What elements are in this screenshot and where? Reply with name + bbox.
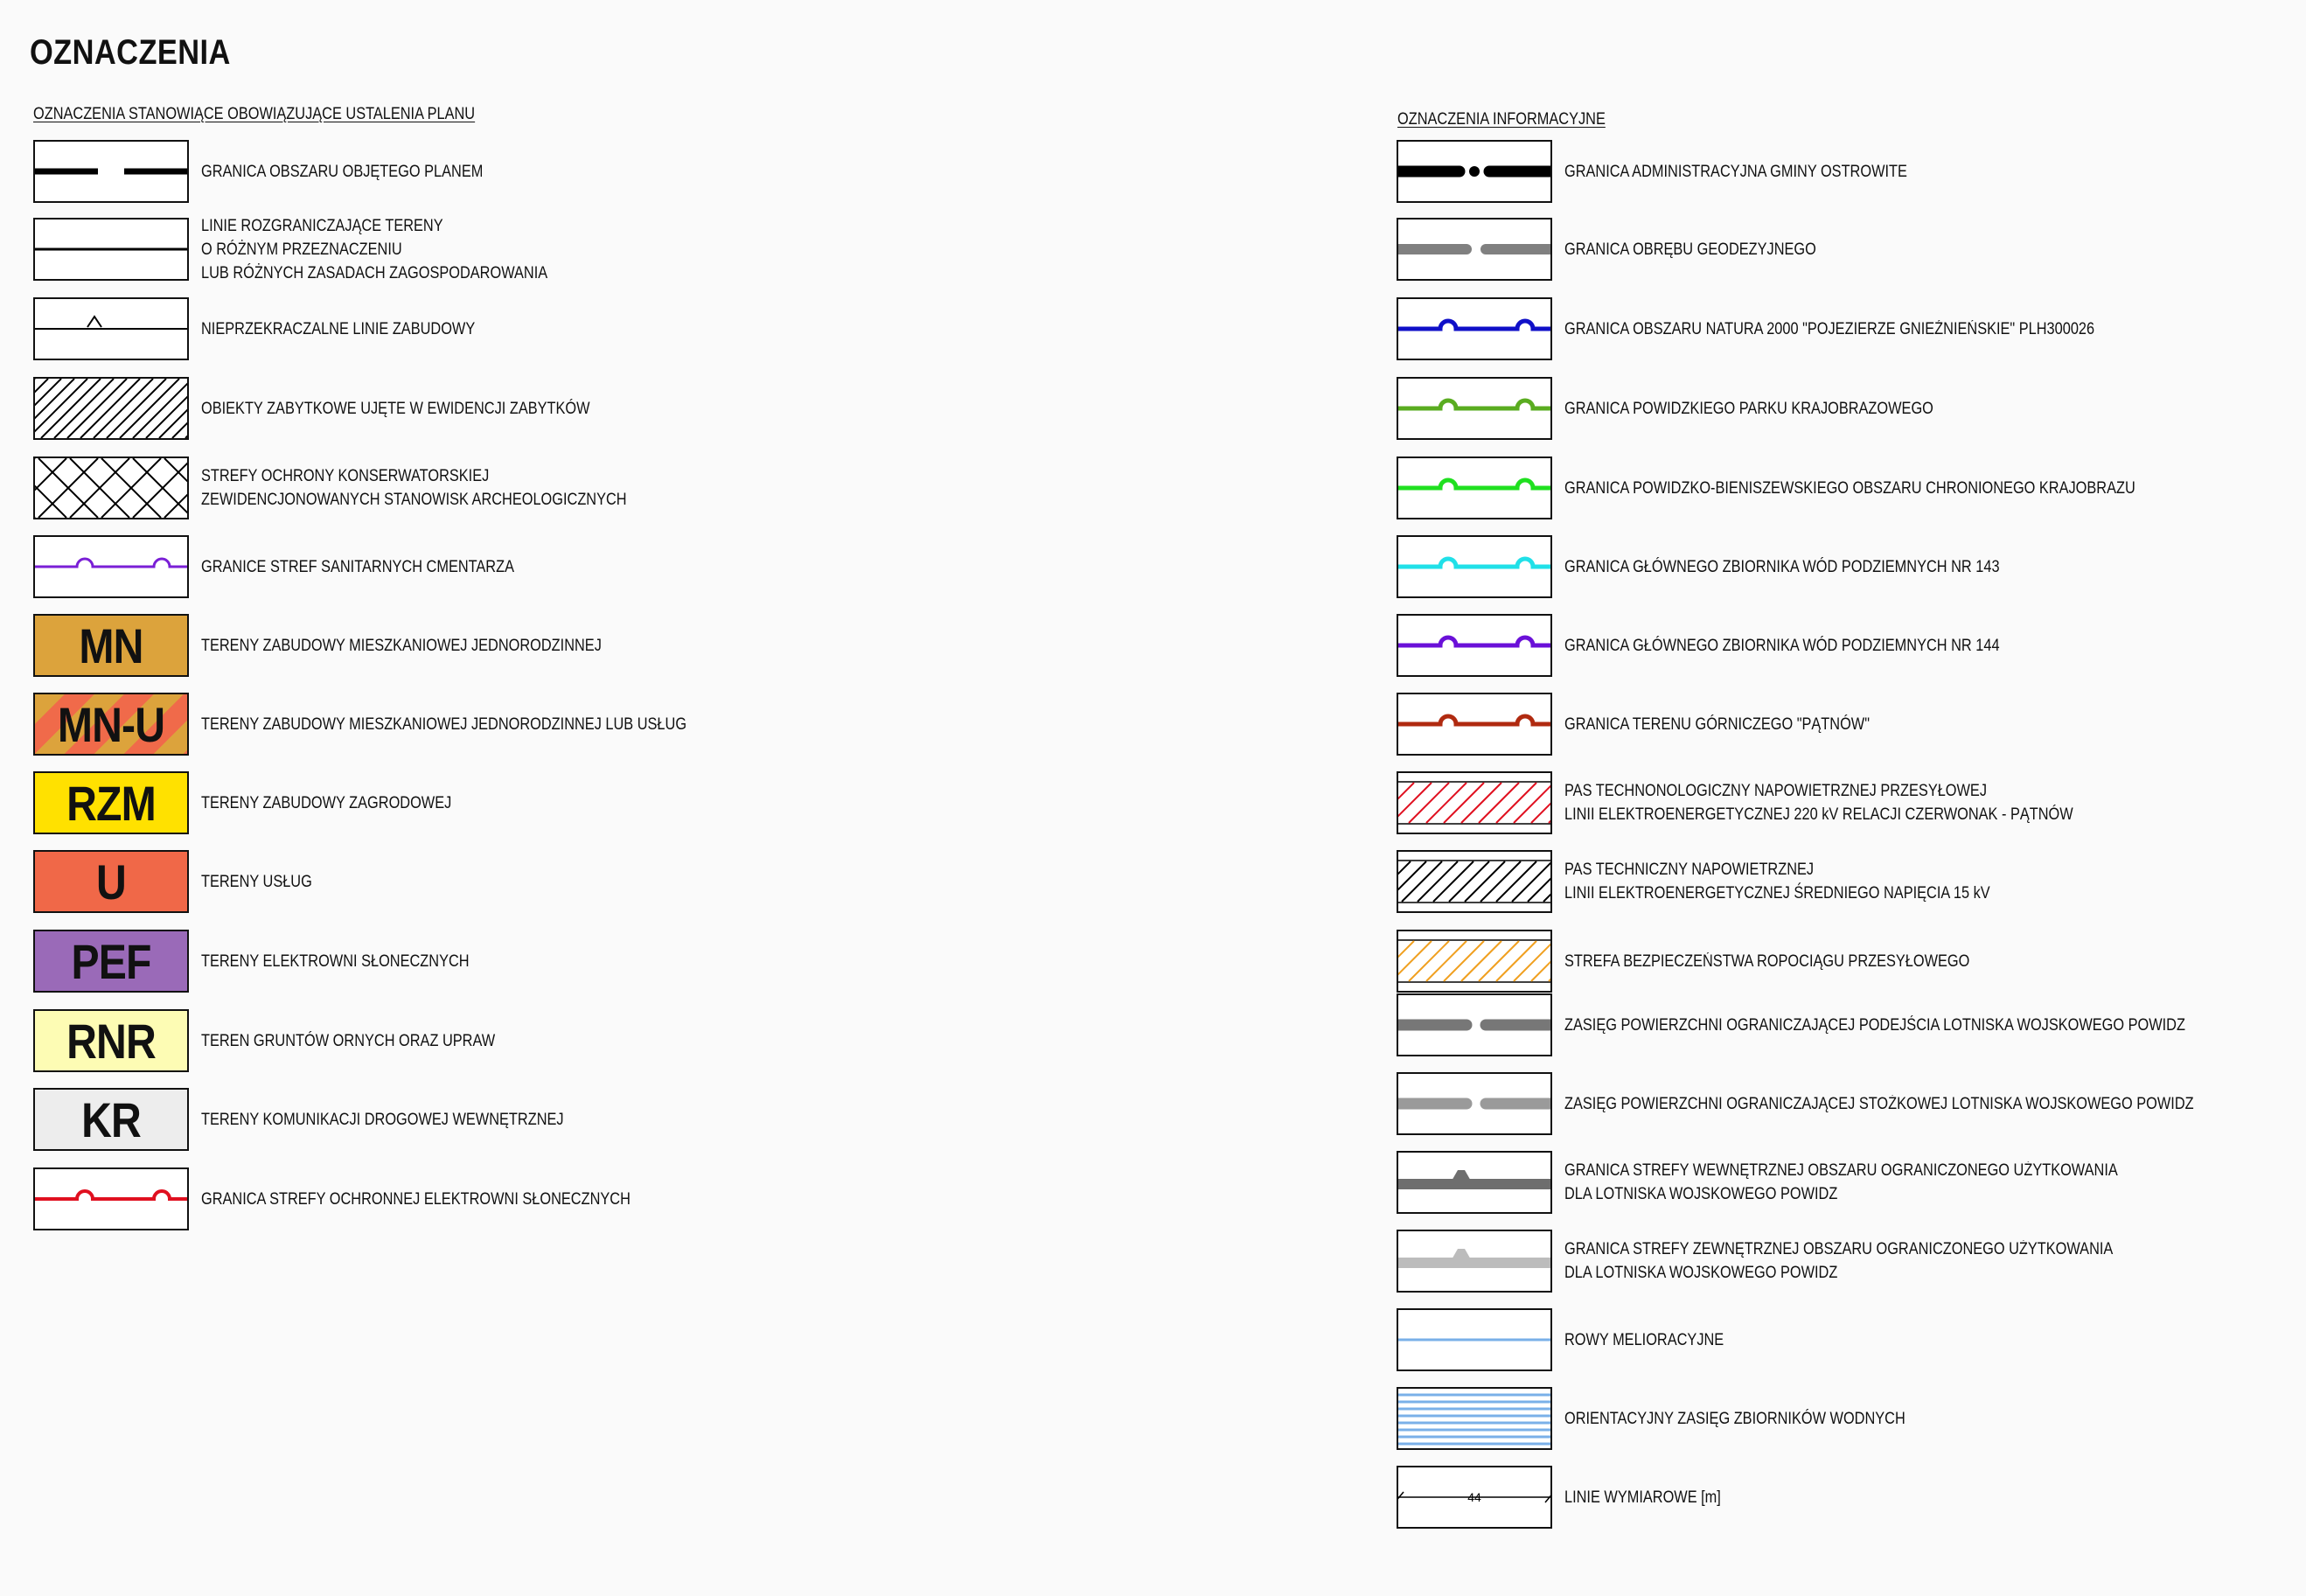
legend-label-line: GRANICA POWIDZKIEGO PARKU KRAJOBRAZOWEGO	[1564, 399, 1933, 418]
legend-label-line: GRANICA POWIDZKO-BIENISZEWSKIEGO OBSZARU CHRONIONEGO KRAJOBRAZU	[1564, 478, 2135, 498]
legend-title: OZNACZENIA	[30, 33, 231, 72]
legend-label-line: TERENY ZABUDOWY MIESZKANIOWEJ JEDNORODZINNEJ LUB USŁUG	[201, 714, 687, 734]
legend-label-line: LINII ELEKTROENERGETYCZNEJ ŚREDNIEGO NAPIĘCIA 15 kV	[1564, 884, 1990, 903]
legend-symbol-dash-dot-bold	[1397, 140, 1552, 203]
legend-label	[1564, 1387, 1905, 1450]
legend-label-line: LINIE ROZGRANICZAJĄCE TERENY	[201, 216, 443, 235]
legend-label-line: TERENY ZABUDOWY MIESZKANIOWEJ JEDNORODZINNEJ	[201, 636, 602, 655]
legend-label-line: GRANICA OBSZARU NATURA 2000 "POJEZIERZE GNIEŹNIEŃSKIE" PLH300026	[1564, 319, 2095, 338]
legend-label	[1564, 850, 1990, 913]
legend-symbol-bump-cyan	[1397, 535, 1552, 598]
legend-label-line: DLA LOTNISKA WOJSKOWEGO POWIDZ	[1564, 1185, 1838, 1203]
legend-symbol-bump-bright-green	[1397, 456, 1552, 519]
legend-label	[1564, 456, 2135, 519]
legend-label	[201, 456, 627, 519]
legend-label-line: DLA LOTNISKA WOJSKOWEGO POWIDZ	[1564, 1264, 1838, 1282]
legend-label	[201, 1167, 630, 1230]
legend-label-line: O RÓŻNYM PRZEZNACZENIU	[201, 240, 402, 259]
legend-symbol-zone-kr	[33, 1088, 189, 1151]
legend-label	[1564, 535, 2000, 598]
legend-label-line: TERENY KOMUNIKACJI DROGOWEJ WEWNĘTRZNEJ	[201, 1110, 564, 1129]
legend-label-line: GRANICA STREFY WEWNĘTRZNEJ OBSZARU OGRANICZONEGO UŻYTKOWANIA	[1564, 1161, 2118, 1180]
legend-label	[1564, 1308, 1724, 1371]
legend-label-line: PAS TECHNICZNY NAPOWIETRZNEJ	[1564, 861, 1815, 879]
legend-symbol-solid-line	[33, 218, 189, 281]
legend-symbol-blue-stripes	[1397, 1387, 1552, 1450]
legend-label-line: TERENY USŁUG	[201, 872, 312, 891]
legend-label	[1564, 1151, 2118, 1214]
legend-label	[1564, 993, 2185, 1056]
legend-label-line: STREFA BEZPIECZEŃSTWA ROPOCIĄGU PRZESYŁOWEGO	[1564, 951, 1970, 971]
legend-label	[1564, 1466, 1721, 1529]
legend-label-line: OBIEKTY ZABYTKOWE UJĘTE W EWIDENCJI ZABYTKÓW	[201, 399, 590, 418]
legend-symbol-zone-mn	[33, 614, 189, 677]
legend-label-line: GRANICA GŁÓWNEGO ZBIORNIKA WÓD PODZIEMNYCH NR 143	[1564, 557, 2000, 576]
legend-label	[201, 1088, 564, 1151]
legend-symbol-zone-mn-u	[33, 693, 189, 756]
legend-label-line: ZASIĘG POWIERZCHNI OGRANICZAJĄCEJ PODEJŚCIA LOTNISKA WOJSKOWEGO POWIDZ	[1564, 1015, 2185, 1035]
legend-label	[1564, 693, 1870, 756]
legend-label	[201, 140, 483, 203]
legend-label-line: LINII ELEKTROENERGETYCZNEJ 220 kV RELACJI CZERWONAK - PĄTNÓW	[1564, 805, 2073, 824]
legend-symbol-zone-rzm	[33, 771, 189, 834]
legend-label-line: ZASIĘG POWIERZCHNI OGRANICZAJĄCEJ STOŻKOWEJ LOTNISKA WOJSKOWEGO POWIDZ	[1564, 1094, 2194, 1113]
right-section-heading: OZNACZENIA INFORMACYJNE	[1397, 110, 1606, 129]
legend-label	[1564, 1072, 2194, 1135]
legend-symbol-zone-rnr	[33, 1009, 189, 1072]
legend-symbol-bump-blue	[1397, 297, 1552, 360]
legend-label	[201, 297, 475, 360]
legend-label	[201, 614, 602, 677]
legend-label-line: ZEWIDENCJONOWANYCH STANOWISK ARCHEOLOGICZNYCH	[201, 491, 627, 509]
legend-label-line: GRANICA STREFY ZEWNĘTRZNEJ OBSZARU OGRANICZONEGO UŻYTKOWANIA	[1564, 1240, 2114, 1258]
legend-label-line: LUB RÓŻNYCH ZASADACH ZAGOSPODAROWANIA	[201, 263, 548, 282]
legend-symbol-dashed-gray	[1397, 218, 1552, 281]
legend-symbol-bump-violet	[1397, 614, 1552, 677]
legend-label	[1564, 930, 1969, 993]
legend-symbol-zone-u	[33, 850, 189, 913]
legend-symbol-bump-line-purple	[33, 535, 189, 598]
legend-label-line: LINIE WYMIAROWE [m]	[1564, 1488, 1721, 1507]
legend-symbol-hatch	[33, 377, 189, 440]
legend-symbol-dimension-line	[1397, 1466, 1552, 1529]
legend-label	[201, 1009, 495, 1072]
legend-label-line: TERENY ZABUDOWY ZAGRODOWEJ	[201, 793, 452, 812]
legend-label-line: TEREN GRUNTÓW ORNYCH ORAZ UPRAW	[201, 1031, 496, 1050]
legend-symbol-bump-brown	[1397, 693, 1552, 756]
legend-symbol-bump-line-red	[33, 1167, 189, 1230]
zone-code: RNR	[66, 1013, 156, 1069]
dimension-value: 44	[1467, 1490, 1481, 1504]
legend-label	[1564, 771, 2073, 834]
legend-label	[201, 693, 686, 756]
zone-code: RZM	[66, 775, 156, 831]
zone-code: MN-U	[57, 696, 165, 752]
legend-label-line: GRANICA GŁÓWNEGO ZBIORNIKA WÓD PODZIEMNYCH NR 144	[1564, 636, 2000, 655]
legend-label	[201, 377, 590, 440]
zone-code: KR	[81, 1091, 141, 1147]
legend-label-line: ROWY MELIORACYJNE	[1564, 1330, 1724, 1349]
legend-symbol-hatch-black-band	[1397, 850, 1552, 913]
legend-label	[1564, 377, 1933, 440]
legend-label-line: GRANICA TERENU GÓRNICZEGO "PĄTNÓW"	[1564, 714, 1871, 734]
legend-label	[1564, 218, 1816, 281]
legend-label	[1564, 1230, 2113, 1293]
zone-code: PEF	[71, 933, 151, 989]
legend-symbol-bump-up-light-gray	[1397, 1230, 1552, 1293]
legend-symbol-thin-blue-line	[1397, 1308, 1552, 1371]
legend-label-line: GRANICA STREFY OCHRONNEJ ELEKTROWNI SŁONECZNYCH	[201, 1189, 630, 1209]
legend-label	[1564, 614, 2000, 677]
legend-label	[201, 535, 514, 598]
legend-label-line: PAS TECHNONOLOGICZNY NAPOWIETRZNEJ PRZESYŁOWEJ	[1564, 782, 1988, 800]
legend-symbol-building-line	[33, 297, 189, 360]
zone-code: U	[96, 854, 126, 910]
legend-label-line: ORIENTACYJNY ZASIĘG ZBIORNIKÓW WODNYCH	[1564, 1409, 1905, 1428]
legend-symbol-cross-hatch	[33, 456, 189, 519]
legend-symbol-hatch-orange-band	[1397, 930, 1552, 993]
legend-symbol-dashed-dark-gray	[1397, 993, 1552, 1056]
legend-symbol-dashed-bold-line	[33, 140, 189, 203]
legend-label	[201, 218, 547, 281]
legend-label-line: GRANICA OBSZARU OBJĘTEGO PLANEM	[201, 162, 484, 181]
legend-label-line: GRANICE STREF SANITARNYCH CMENTARZA	[201, 557, 514, 576]
legend-symbol-zone-pef	[33, 930, 189, 993]
legend-label-line: NIEPRZEKRACZALNE LINIE ZABUDOWY	[201, 319, 476, 338]
legend-symbol-bump-olive-green	[1397, 377, 1552, 440]
legend-label-line: GRANICA ADMINISTRACYJNA GMINY OSTROWITE	[1564, 162, 1907, 181]
legend-label-line: STREFY OCHRONY KONSERWATORSKIEJ	[201, 467, 490, 485]
legend-label	[201, 850, 312, 913]
legend-label	[201, 771, 451, 834]
legend-label-line: TERENY ELEKTROWNI SŁONECZNYCH	[201, 951, 470, 971]
legend-label	[1564, 140, 1907, 203]
legend-label	[1564, 297, 2094, 360]
legend-label	[201, 930, 470, 993]
legend-symbol-bump-up-dark-gray	[1397, 1151, 1552, 1214]
legend-symbol-dashed-light-gray	[1397, 1072, 1552, 1135]
zone-code: MN	[79, 617, 143, 673]
legend-label-line: GRANICA OBRĘBU GEODEZYJNEGO	[1564, 240, 1816, 259]
legend-symbol-hatch-red-band	[1397, 771, 1552, 834]
left-section-heading: OZNACZENIA STANOWIĄCE OBOWIĄZUJĄCE USTALENIA PLANU	[33, 105, 476, 123]
